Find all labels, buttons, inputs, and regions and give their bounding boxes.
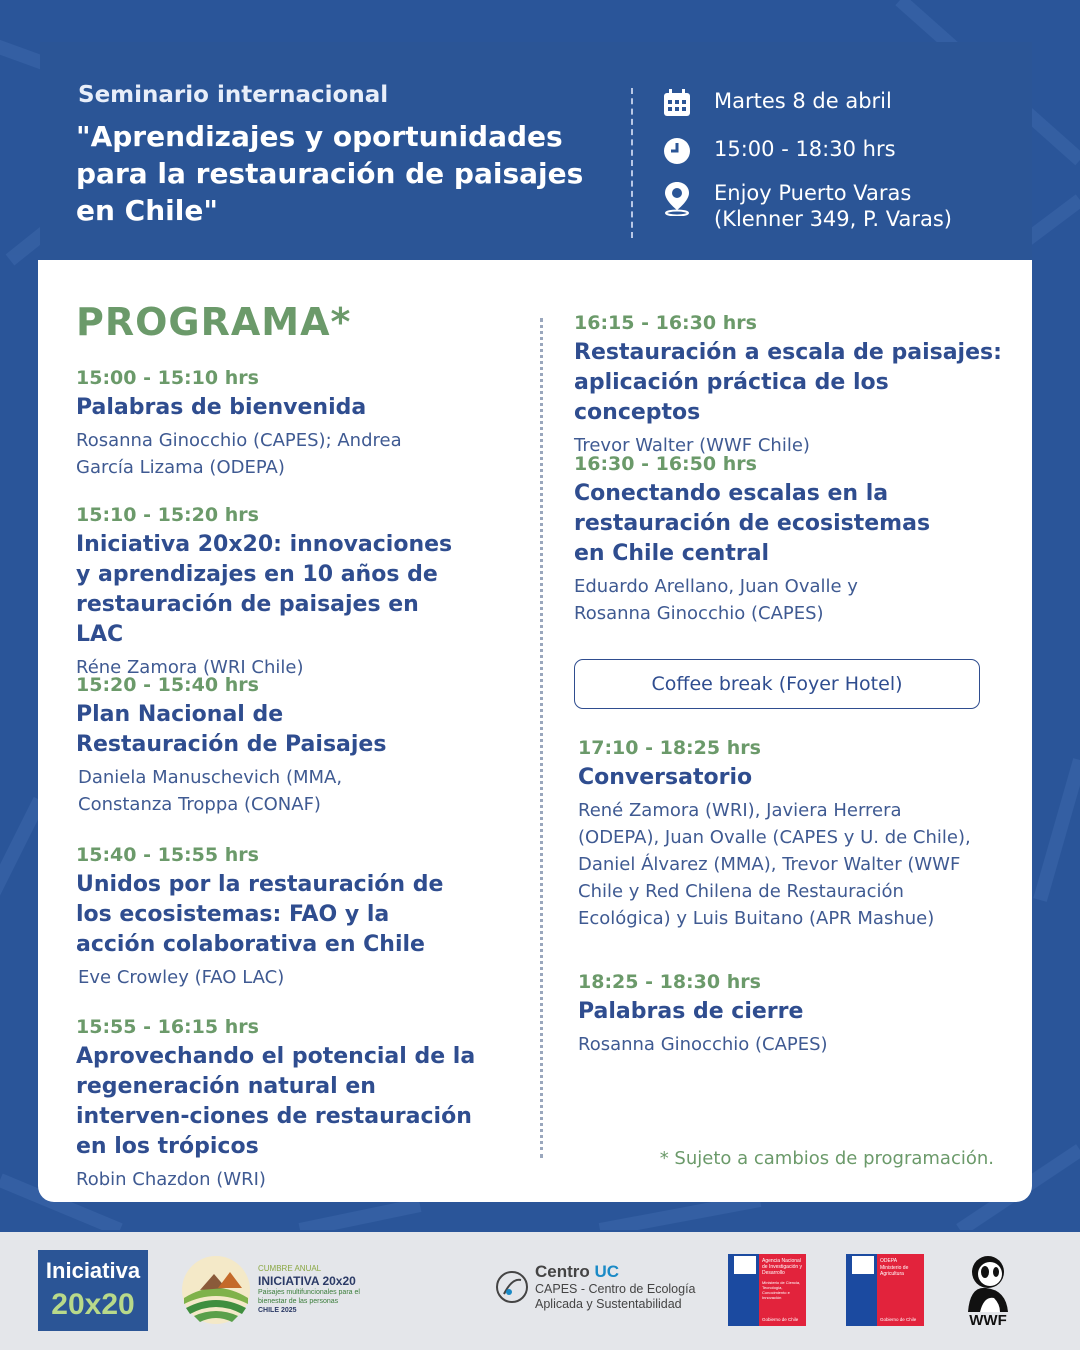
session-item — [578, 735, 998, 932]
event-title: "Aprendizajes y oportunidades para la restauración de paisajes en Chile" — [76, 120, 584, 227]
landscape-icon — [180, 1254, 252, 1326]
session-item — [76, 502, 516, 681]
session-title: Conversatorio — [578, 765, 753, 790]
session-title: Unidos por la restauración de los ecosistemas: FAO y la acción colaborativa en Chile — [76, 872, 444, 957]
session-time: 15:00 - 15:10 hrs — [76, 367, 259, 389]
anid-logo: Agencia Nacional de Investigación y Desarrollo Ministerio de Ciencia, Tecnología, Conocimiento e Innovación Gobierno de Chile — [728, 1254, 806, 1326]
session-item — [76, 1014, 516, 1193]
event-date: Martes 8 de abril — [714, 89, 892, 113]
clock-icon — [662, 136, 692, 166]
venue-name: Enjoy Puerto Varas — [714, 181, 912, 205]
location-pin-icon — [662, 180, 692, 216]
session-time: 16:15 - 16:30 hrs — [574, 312, 757, 334]
session-item — [578, 969, 998, 1058]
event-time: 15:00 - 18:30 hrs — [714, 137, 896, 161]
capes-centro-uc-logo: Centro UC CAPES - Centro de Ecología Aplicada y Sustentabilidad — [495, 1262, 696, 1312]
header-divider — [631, 88, 633, 238]
capes-uc: UC — [594, 1262, 620, 1281]
event-subtitle: Seminario internacional — [78, 82, 389, 108]
time-row — [662, 136, 896, 166]
column-divider — [540, 318, 543, 1158]
session-title: Aprovechando el potencial de la regeneración natural en interven-ciones de restauración en los trópicos — [76, 1044, 476, 1159]
capes-icon — [495, 1270, 529, 1304]
session-speakers: Trevor Walter (WWF Chile) — [574, 435, 810, 456]
wwf-logo: WWF — [960, 1252, 1016, 1328]
iniciativa-20x20-logo: Iniciativa 20x20 — [38, 1250, 148, 1331]
session-time: 16:30 - 16:50 hrs — [574, 453, 757, 475]
session-item — [76, 365, 516, 481]
session-title: Plan Nacional de Restauración de Paisajes — [76, 702, 387, 757]
session-time: 17:10 - 18:25 hrs — [578, 737, 761, 759]
session-item — [76, 672, 516, 818]
coffee-break-box: Coffee break (Foyer Hotel) — [574, 659, 980, 709]
session-speakers: René Zamora (WRI), Javiera Herrera (ODEPA), Juan Ovalle (CAPES y U. de Chile), Daniel Álvarez (MMA), Trevor Walter (WWF Chile y Red Chilena de Restauración Ecológica) y Luis Buitano (APR Mashue) — [578, 800, 971, 929]
session-title: Palabras de cierre — [578, 999, 804, 1024]
session-time: 18:25 - 18:30 hrs — [578, 971, 761, 993]
session-time: 15:40 - 15:55 hrs — [76, 844, 259, 866]
program-heading: PROGRAMA* — [76, 300, 352, 344]
cumbre-anual-logo: CUMBRE ANUAL INICIATIVA 20x20 Paisajes multifuncionales para el bienestar de las personas CHILE 2025 — [180, 1252, 390, 1328]
session-title: Conectando escalas en la restauración de ecosistemas en Chile central — [574, 481, 931, 566]
program-footnote: * Sujeto a cambios de programación. — [659, 1148, 994, 1169]
capes-name: Centro — [535, 1262, 590, 1281]
date-row — [662, 88, 892, 118]
session-speakers: Rosanna Ginocchio (CAPES); Andrea García Lizama (ODEPA) — [76, 430, 402, 478]
venue-address: (Klenner 349, P. Varas) — [714, 207, 952, 231]
session-speakers: Eve Crowley (FAO LAC) — [78, 967, 285, 988]
session-item — [76, 842, 516, 991]
session-item — [574, 451, 1004, 627]
session-speakers: Robin Chazdon (WRI) — [76, 1169, 266, 1190]
session-time: 15:20 - 15:40 hrs — [76, 674, 259, 696]
session-speakers: Daniela Manuschevich (MMA, Constanza Troppa (CONAF) — [78, 767, 343, 815]
session-speakers: Réne Zamora (WRI Chile) — [76, 657, 304, 678]
session-title: Palabras de bienvenida — [76, 395, 367, 420]
session-speakers: Eduardo Arellano, Juan Ovalle y Rosanna Ginocchio (CAPES) — [574, 576, 858, 624]
odepa-logo: ODEPA Ministerio de Agricultura Gobierno de Chile — [846, 1254, 924, 1326]
session-item — [574, 310, 1004, 459]
session-title: Restauración a escala de paisajes: aplicación práctica de los conceptos — [574, 340, 1002, 425]
session-title: Iniciativa 20x20: innovaciones y aprendizajes en 10 años de restauración de paisajes en LAC — [76, 532, 453, 647]
panda-icon — [960, 1252, 1016, 1312]
session-speakers: Rosanna Ginocchio (CAPES) — [578, 1034, 828, 1055]
venue-row — [662, 180, 952, 232]
session-time: 15:55 - 16:15 hrs — [76, 1016, 259, 1038]
calendar-icon — [662, 88, 692, 118]
session-time: 15:10 - 15:20 hrs — [76, 504, 259, 526]
